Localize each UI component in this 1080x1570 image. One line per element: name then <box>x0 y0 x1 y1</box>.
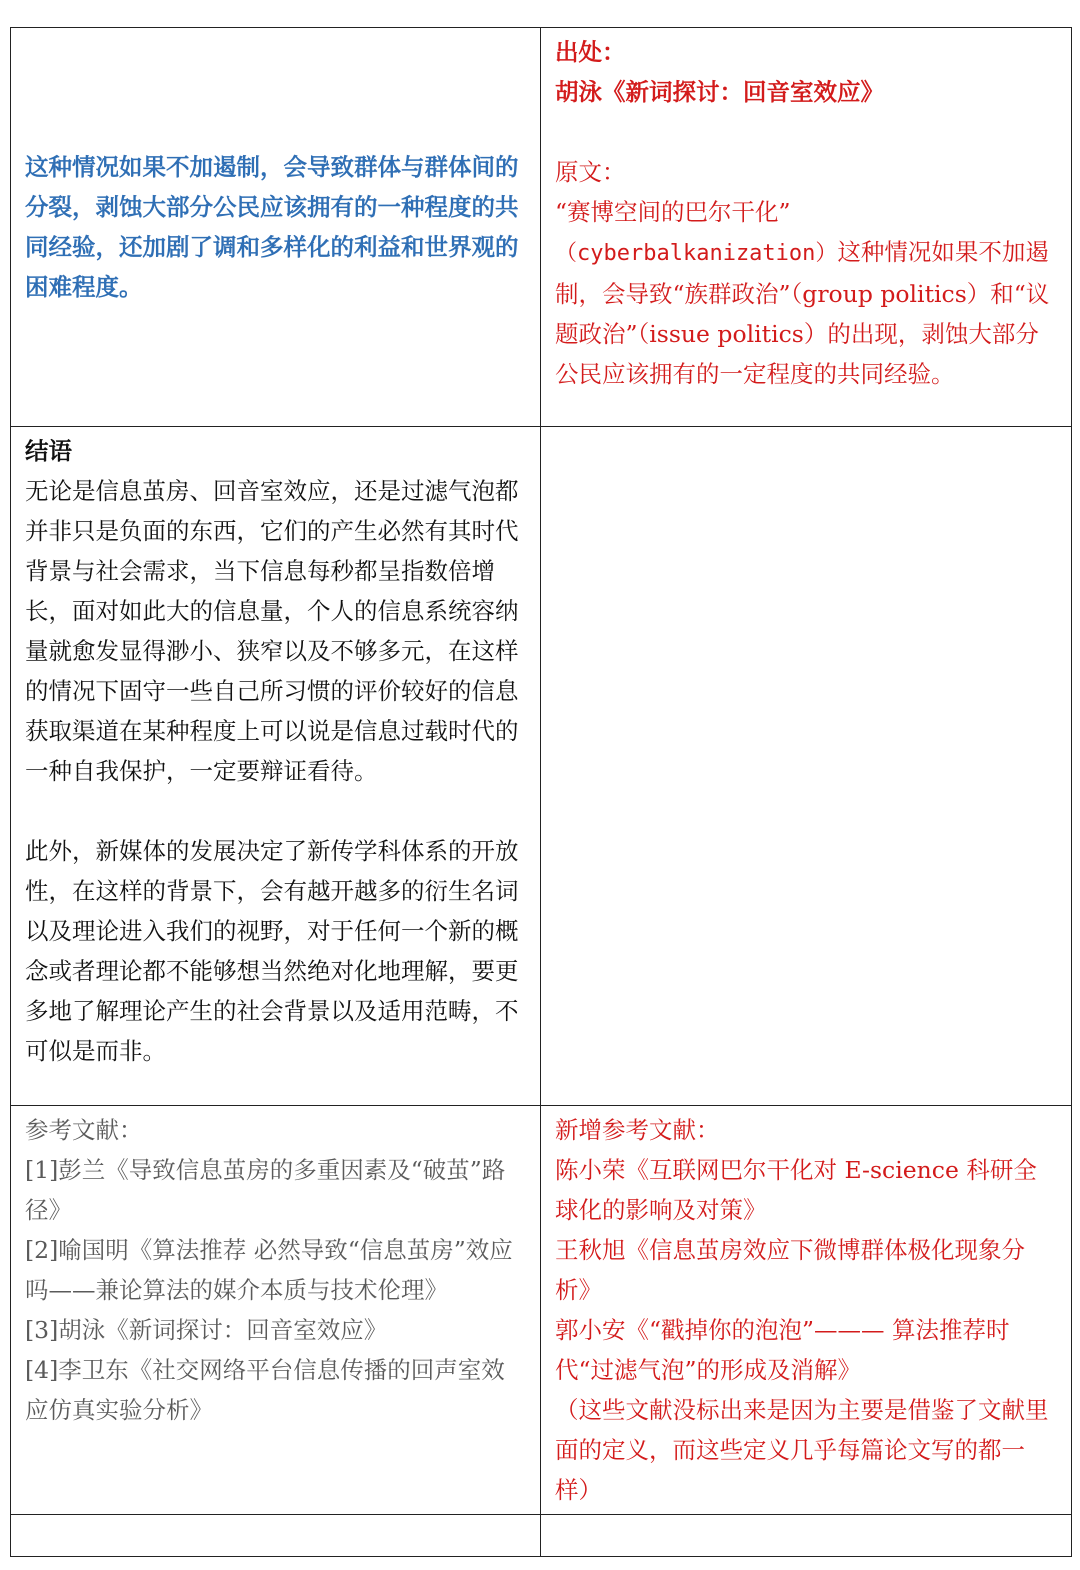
table-row <box>11 427 1072 1106</box>
reference-item: [3]胡泳《新词探讨：回音室效应》 <box>25 1316 388 1344</box>
new-references-label: 新增参考文献： <box>555 1116 720 1144</box>
references-cell <box>11 1106 541 1515</box>
empty-cell <box>541 427 1072 1106</box>
conclusion-paragraph-2: 此外，新媒体的发展决定了新传学科体系的开放性，在这样的背景下，会有越开越多的衍生名词以及理论进入我们的视野，对于任何一个新的概念或者理论都不能够想当然绝对化地理解，要更多地了解理论产生的社会背景以及适用范畴，不可似是而非。 <box>25 837 519 1065</box>
source-label: 出处： <box>555 38 626 66</box>
new-references-cell <box>541 1106 1072 1515</box>
original-quote: “赛博空间的巴尔干化” <box>555 198 791 226</box>
conclusion-cell <box>11 427 541 1106</box>
original-term: （cyberbalkanization） <box>555 241 838 266</box>
conclusion-heading: 结语 <box>25 437 72 465</box>
reference-item: [2]喻国明《算法推荐 必然导致“信息茧房”效应吗——兼论算法的媒介本质与技术伦理》 <box>25 1236 513 1304</box>
rewritten-passage-cell <box>11 28 541 427</box>
new-reference-item: 王秋旭《信息茧房效应下微博群体极化现象分析》 <box>555 1236 1025 1304</box>
source-title: 胡泳《新词探讨：回音室效应》 <box>555 78 884 106</box>
references-label: 参考文献： <box>25 1116 143 1144</box>
empty-cell <box>541 1515 1072 1557</box>
new-reference-item: 郭小安《“戳掉你的泡泡”——— 算法推荐时代“过滤气泡”的形成及消解》 <box>555 1316 1010 1384</box>
rewritten-passage: 这种情况如果不加遏制，会导致群体与群体间的分裂，剥蚀大部分公民应该拥有的一种程度的共同经验，还加剧了调和多样化的利益和世界观的困难程度。 <box>25 153 519 301</box>
document-table <box>10 27 1072 1557</box>
table-row <box>11 1515 1072 1557</box>
original-label: 原文： <box>555 158 626 186</box>
original-text <box>555 232 1057 394</box>
original-body: 这种情况如果不加遏制，会导致“族群政治”（group politics）和“议题政治”（issue politics）的出现，剥蚀大部分公民应该拥有的一定程度的共同经验。 <box>555 238 1050 388</box>
table-row <box>11 28 1072 427</box>
reference-item: [4]李卫东《社交网络平台信息传播的回声室效应仿真实验分析》 <box>25 1356 505 1424</box>
empty-cell <box>11 1515 541 1557</box>
new-reference-item: 陈小荣《互联网巴尔干化对 E-science 科研全球化的影响及对策》 <box>555 1156 1037 1224</box>
reference-item: [1]彭兰《导致信息茧房的多重因素及“破茧”路径》 <box>25 1156 506 1224</box>
table-row <box>11 1106 1072 1515</box>
references-note: （这些文献没标出来是因为主要是借鉴了文献里面的定义，而这些定义几乎每篇论文写的都一样） <box>555 1396 1049 1504</box>
source-cell <box>541 28 1072 427</box>
conclusion-paragraph-1: 无论是信息茧房、回音室效应，还是过滤气泡都并非只是负面的东西，它们的产生必然有其时代背景与社会需求，当下信息每秒都呈指数倍增长，面对如此大的信息量，个人的信息系统容纳量就愈发显得渺小、狭窄以及不够多元，在这样的情况下固守一些自己所习惯的评价较好的信息获取渠道在某种程度上可以说是信息过载时代的一种自我保护，一定要辩证看待。 <box>25 477 519 785</box>
